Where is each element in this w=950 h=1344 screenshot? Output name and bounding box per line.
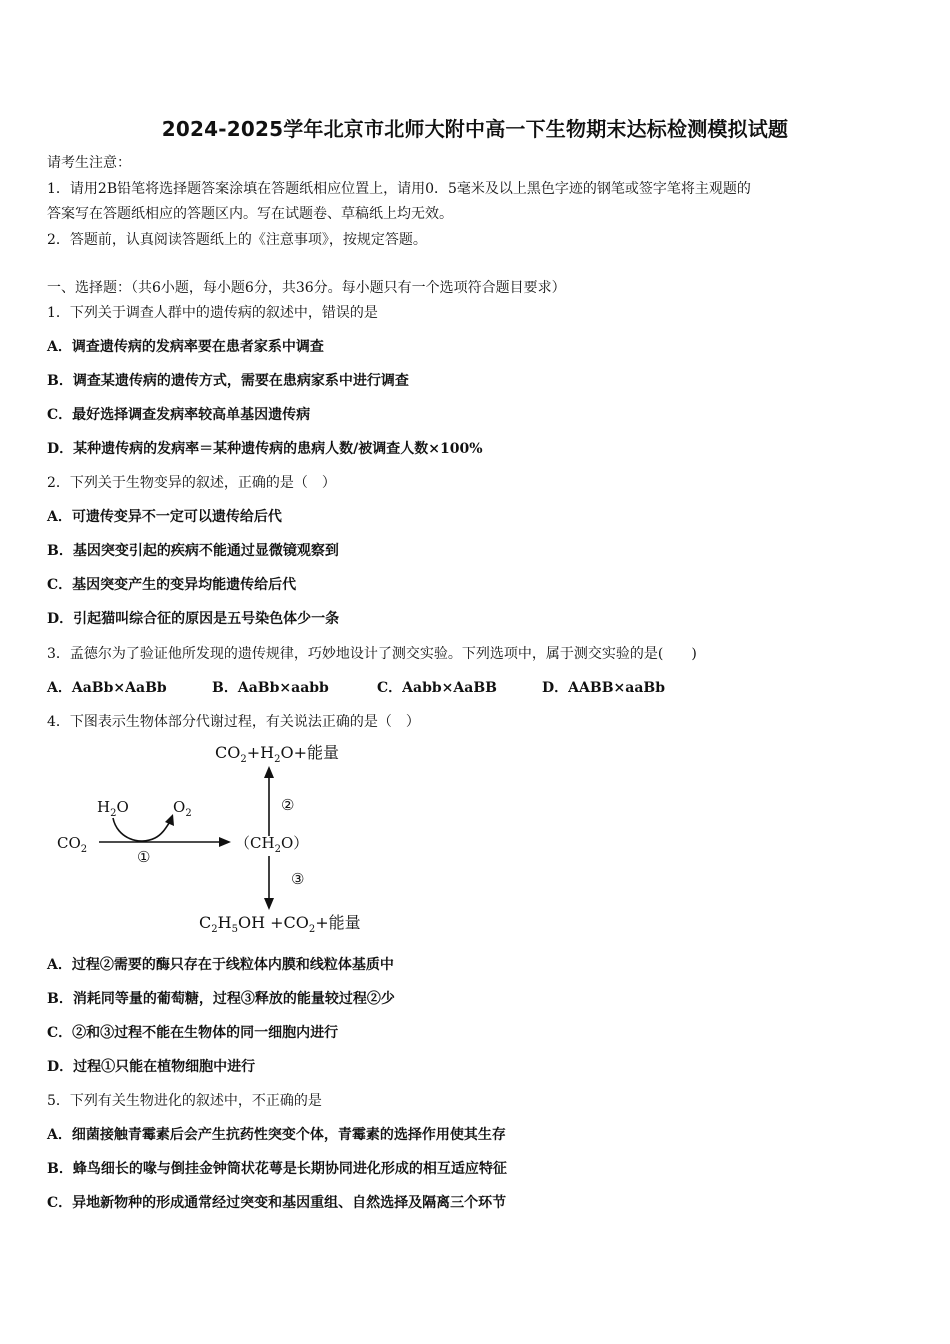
question-3-option-c[interactable]: C．Aabb×AaBB xyxy=(377,680,497,696)
step-2-label: ② xyxy=(281,796,295,814)
question-2-option-b[interactable]: B．基因突变引起的疾病不能通过显微镜观察到 xyxy=(47,543,339,559)
question-2-option-d[interactable]: D．引起猫叫综合征的原因是五号染色体少一条 xyxy=(47,611,340,627)
question-4-option-c[interactable]: C．②和③过程不能在生物体的同一细胞内进行 xyxy=(47,1025,339,1041)
bottom-product-label: $C_2H_5OH +CO_2+$能量 xyxy=(199,913,361,935)
arrow-head-down xyxy=(264,898,274,910)
question-4-stem: 4．下图表示生物体部分代谢过程，有关说法正确的是（ ） xyxy=(47,714,420,730)
arrow-head-right xyxy=(219,837,231,847)
question-3-stem: 3．孟德尔为了验证他所发现的遗传规律，巧妙地设计了测交实验。下列选项中，属于测交实验的是( ) xyxy=(47,646,697,662)
top-product-label: $CO_2+H_2O+$能量 xyxy=(215,743,339,765)
notice-item-1-line-2: 答案写在答题纸相应的答题区内。写在试题卷、草稿纸上均无效。 xyxy=(47,206,453,222)
water-to-oxygen-curve xyxy=(113,818,171,841)
question-5-stem: 5．下列有关生物进化的叙述中，不正确的是 xyxy=(47,1093,322,1109)
curve-arrow-head xyxy=(165,814,174,826)
question-1-option-d[interactable]: D．某种遗传病的发病率＝某种遗传病的患病人数/被调查人数×100% xyxy=(47,441,483,457)
metabolism-diagram xyxy=(55,738,375,938)
oxygen-label: $O_2$ xyxy=(173,798,192,819)
question-2-option-c[interactable]: C．基因突变产生的变异均能遗传给后代 xyxy=(47,577,297,593)
question-5-option-c[interactable]: C．异地新物种的形成通常经过突变和基因重组、自然选择及隔离三个环节 xyxy=(47,1195,507,1211)
question-2-option-a[interactable]: A．可遗传变异不一定可以遗传给后代 xyxy=(47,509,282,525)
question-5-option-b[interactable]: B．蜂鸟细长的喙与倒挂金钟筒状花萼是长期协同进化形成的相互适应特征 xyxy=(47,1161,507,1177)
step-1-label: ① xyxy=(137,848,151,866)
question-2-stem: 2．下列关于生物变异的叙述，正确的是（ ） xyxy=(47,475,336,491)
notice-item-2: 2．答题前，认真阅读答题纸上的《注意事项》，按规定答题。 xyxy=(47,232,427,248)
arrow-head-up xyxy=(264,766,274,778)
notice-heading: 请考生注意： xyxy=(47,155,131,171)
step-3-label: ③ xyxy=(291,870,305,888)
question-3-option-d[interactable]: D．AABB×aaBb xyxy=(542,680,666,696)
section-heading: 一、选择题：（共6小题，每小题6分，共36分。每小题只有一个选项符合题目要求） xyxy=(47,280,566,296)
question-4-option-d[interactable]: D．过程①只能在植物细胞中进行 xyxy=(47,1059,256,1075)
question-5-option-a[interactable]: A．细菌接触青霉素后会产生抗药性突变个体，青霉素的选择作用使其生存 xyxy=(47,1127,506,1143)
co2-label: $CO_2$ xyxy=(57,834,88,855)
page-title: 2024-2025学年北京市北师大附中高一下生物期末达标检测模拟试题 xyxy=(161,117,789,141)
question-4-option-a[interactable]: A．过程②需要的酶只存在于线粒体内膜和线粒体基质中 xyxy=(47,957,394,973)
carbohydrate-label: $(CH_2O)$ xyxy=(235,834,309,855)
question-1-stem: 1．下列关于调查人群中的遗传病的叙述中，错误的是 xyxy=(47,305,378,321)
question-3-option-b[interactable]: B．AaBb×aabb xyxy=(212,680,329,696)
question-1-option-b[interactable]: B．调查某遗传病的遗传方式，需要在患病家系中进行调查 xyxy=(47,373,409,389)
question-1-option-a[interactable]: A．调查遗传病的发病率要在患者家系中调查 xyxy=(47,339,324,355)
water-label: $H_2O$ xyxy=(97,798,129,819)
question-3-option-a[interactable]: A．AaBb×AaBb xyxy=(47,680,167,696)
question-1-option-c[interactable]: C．最好选择调查发病率较高单基因遗传病 xyxy=(47,407,311,423)
question-4-option-b[interactable]: B．消耗同等量的葡萄糖，过程③释放的能量较过程②少 xyxy=(47,991,395,1007)
notice-item-1-line-1: 1．请用2B铅笔将选择题答案涂填在答题纸相应位置上，请用0．5毫米及以上黑色字迹的钢笔或签字笔将主观题的 xyxy=(47,181,751,197)
